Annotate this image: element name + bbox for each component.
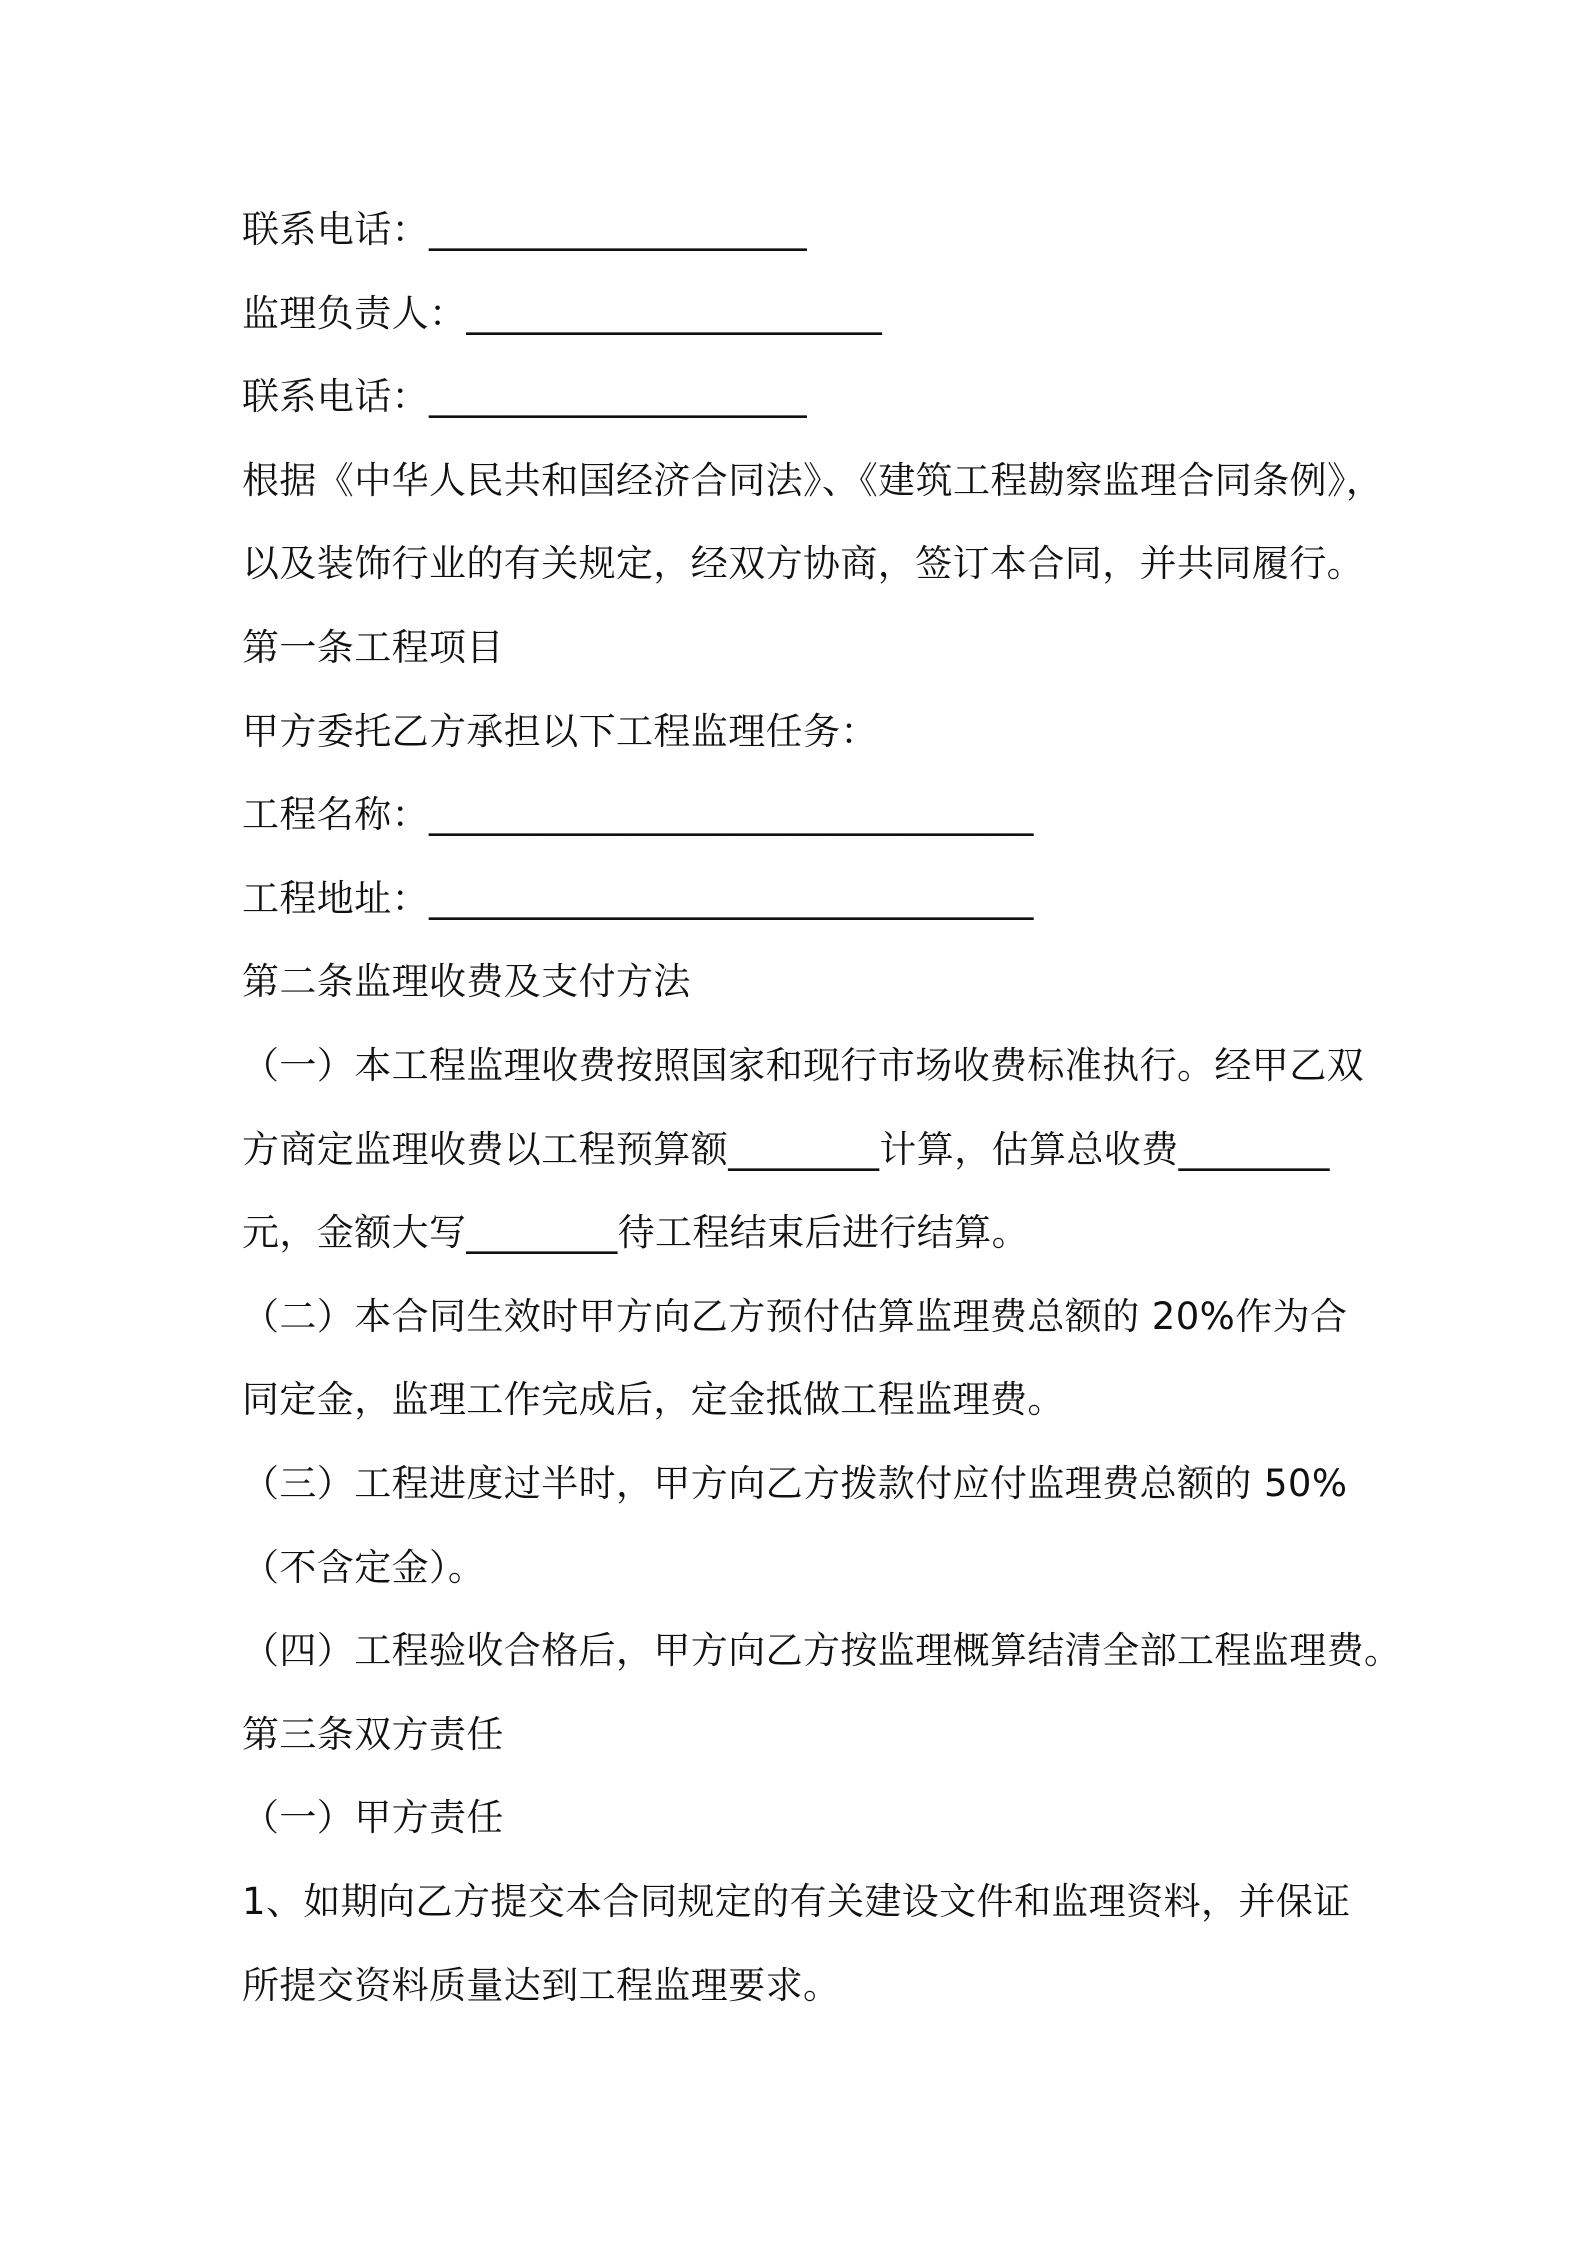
article-2-heading: 第二条监理收费及支付方法 <box>242 960 691 1003</box>
clause-2-2-line-1: （二）本合同生效时甲方向乙方预付估算监理费总额的 20%作为合 <box>242 1295 1348 1338</box>
project-name-line: 工程名称：________________________________ <box>242 793 1034 836</box>
clause-3-1-item-1-line-1: 1、如期向乙方提交本合同规定的有关建设文件和监理资料，并保证 <box>242 1880 1351 1923</box>
contact-phone-line-2: 联系电话：____________________ <box>242 375 807 418</box>
clause-2-1-line-1: （一）本工程监理收费按照国家和现行市场收费标准执行。经甲乙双 <box>242 1044 1364 1087</box>
clause-2-2-line-2: 同定金，监理工作完成后，定金抵做工程监理费。 <box>242 1378 1065 1421</box>
clause-3-1-heading: （一）甲方责任 <box>242 1796 504 1839</box>
legal-basis-paragraph-line-2: 以及装饰行业的有关规定，经双方协商，签订本合同，并共同履行。 <box>242 542 1364 585</box>
supervisor-in-charge-line: 监理负责人：______________________ <box>242 292 883 335</box>
clause-2-3-line-2: （不含定金）。 <box>242 1546 486 1589</box>
legal-basis-paragraph-line-1: 根据《中华人民共和国经济合同法》、《建筑工程勘察监理合同条例》， <box>242 459 1384 502</box>
article-1-intro: 甲方委托乙方承担以下工程监理任务： <box>242 710 878 753</box>
clause-2-3-line-1: （三）工程进度过半时，甲方向乙方拨款付应付监理费总额的 50% <box>242 1462 1348 1505</box>
project-address-line: 工程地址：________________________________ <box>242 877 1034 920</box>
article-3-heading: 第三条双方责任 <box>242 1713 504 1756</box>
article-1-heading: 第一条工程项目 <box>242 626 504 669</box>
clause-2-1-line-2: 方商定监理收费以工程预算额________计算，估算总收费________ <box>242 1128 1330 1171</box>
contact-phone-line-1: 联系电话：____________________ <box>242 208 807 251</box>
clause-3-1-item-1-line-2: 所提交资料质量达到工程监理要求。 <box>242 1964 841 2007</box>
clause-2-4-line: （四）工程验收合格后，甲方向乙方按监理概算结清全部工程监理费。 <box>242 1629 1402 1672</box>
clause-2-1-line-3: 元，金额大写________待工程结束后进行结算。 <box>242 1211 1029 1254</box>
